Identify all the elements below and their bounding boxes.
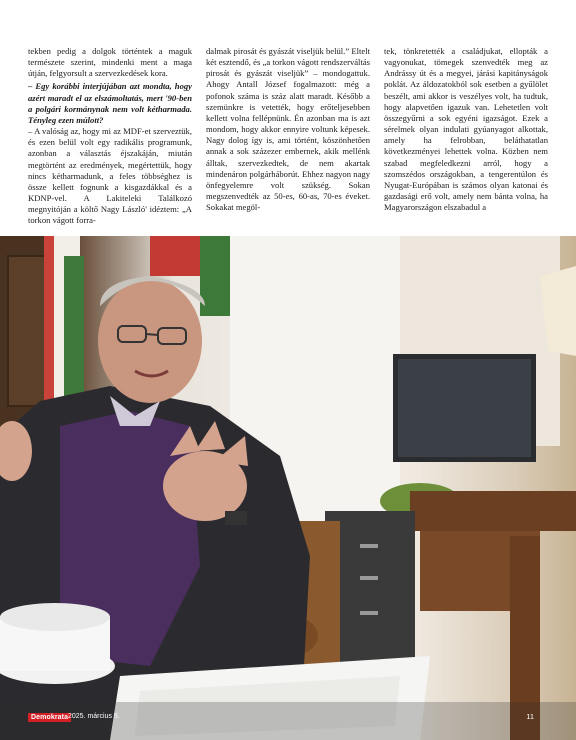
body-paragraph: tek, tönkretették a családjukat, ellopták a vagyonukat, tömegek szenvedték meg az Andrássy út és a megyei, járási kapitányságok poklát. Az áldozatokból sok esetben a gyűlölet beszélt, ami akkor is veszélyes volt, ha tudtuk, hogy alapvetően igazuk van. Lehetetlen volt összegyűrni a sok egyéni igazságot. Ezek a sérelmek olyan indulati gyúanyagot alkottak, amely ha felrobban, beláthatatlan következményei lehettek volna. Közben nem szabad megfeledkezni arról, hogy a szomszédos országokban, a tengerentúlon és Nyugat-Európában is számos olyan katonai és gazdasági erő volt, amely nem bánta volna, ha Magyarországon elszabadul a — [384, 46, 548, 213]
body-paragraph: dalmak pirosát és gyászát viseljük belül.” Eltelt két esztendő, és „a torkon vágott rendszerváltás pirosát és gyászát viseljük” – mondogattuk. Ahogy Antall József fogalmazott: még a pofonok száma is száz alatt maradt. Később a szemünkre is vetették, hogy erőteljesebben kellett volna fellépnünk. Én azonban ma is azt mondom, hogy akkor ennyire voltunk képesek. Nagy dolog így is, ami történt, köszönhetően annak a sok százezer embernek, akik mellénk álltak, szervezkedtek, de nem akartak mindenáron polgárháborút. Ehhez nagyon nagy önfegyelemre volt szükség. Sokan megszenvedték az 50-es, 60-as, 70-es éveket. Sokakat megöl- — [206, 46, 370, 213]
article-column-2 — [206, 46, 370, 236]
magazine-logo: Demokrata — [28, 713, 71, 722]
article-column-1 — [28, 46, 192, 236]
photo-illustration — [0, 236, 576, 740]
interview-photo — [0, 236, 576, 740]
page-number: 11 — [526, 712, 534, 721]
page-footer — [0, 702, 576, 740]
body-paragraph: tekben pedig a dolgok történtek a maguk természete szerint, mindenki ment a maga útján, felgyorsult a szervezkedések kora. — [28, 46, 192, 79]
issue-date: 2025. március 5. — [68, 713, 120, 720]
interview-question: – Egy korábbi interjújában azt mondta, hogy azért maradt el az elszámoltatás, mert '90-ben a polgári kormánynak nem volt kétharmada. Tényleg ezen múlott? — [28, 81, 192, 125]
body-paragraph: – A valóság az, hogy mi az MDF-et szerveztük, és ezen belül volt egy radikális programunk, azonban a választás éjszakáján, miután megtörtént az eredmények, megértettük, hogy nincs kétharmadunk, a feles többséghez is össze kellett fognunk a kisgazdákkal és a KDNP-vel. A Lakiteleki Találkozó megnyitóján a költő Nagy László' idéztem: „A torkon vágott forra- — [28, 126, 192, 226]
article-column-3 — [384, 46, 548, 236]
article-columns — [28, 46, 548, 236]
